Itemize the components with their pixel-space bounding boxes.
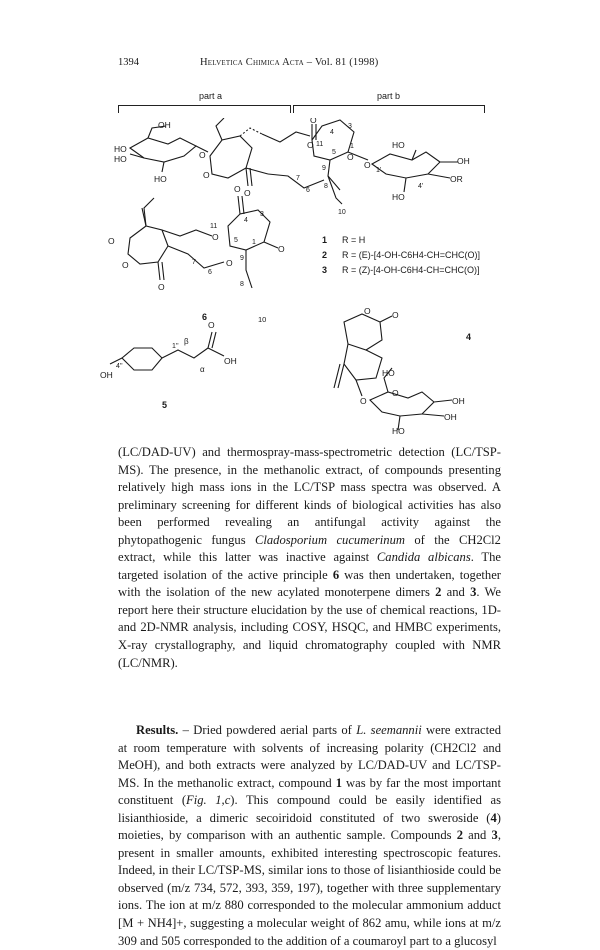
compound-6-ring-left	[128, 226, 168, 264]
atom-ho: HO	[382, 368, 395, 378]
part-a-label: part a	[199, 91, 223, 101]
compound-4-lactone	[344, 314, 382, 350]
compound-number: 3	[322, 265, 328, 275]
page-number: 1394	[118, 57, 139, 68]
locant: 4''	[116, 363, 123, 370]
r-group-2: R = (E)-[4-OH-C6H4-CH=CHC(O)]	[342, 250, 481, 260]
journal-name: Helvetica Chimica Acta	[200, 57, 304, 68]
compound-number: 6	[202, 312, 208, 322]
iridoid-ring-left	[210, 136, 252, 178]
atom-o: O	[364, 306, 371, 316]
atom-ho: HO	[114, 144, 127, 154]
locant: 10	[338, 209, 346, 216]
atom-o: O	[360, 396, 367, 406]
locant: 1	[252, 239, 256, 246]
compound-number: 1	[322, 235, 328, 245]
atom-ho: HO	[392, 140, 405, 150]
compound-ref: 2	[435, 585, 442, 600]
locant: 3	[348, 123, 352, 130]
atom-o: O	[310, 118, 317, 125]
atom-o: O	[208, 320, 215, 330]
locant: 7	[296, 175, 300, 182]
compound-ref: 4	[490, 810, 497, 825]
atom-oh: OH	[158, 120, 171, 130]
atom-o: O	[244, 188, 251, 198]
atom-o: O	[392, 310, 399, 320]
r-group-3: R = (Z)-[4-OH-C6H4-CH=CHC(O)]	[342, 265, 480, 275]
atom-ho: HO	[392, 192, 405, 202]
compound-number: 2	[322, 250, 328, 260]
compound-ref: 6	[332, 567, 340, 582]
paragraph-intro	[118, 444, 501, 672]
atom-oh: OH	[452, 396, 465, 406]
locant: 6	[208, 269, 212, 276]
text-run: of the CH2Cl2 extract, while this latter was inactive against	[118, 532, 501, 565]
atom-oh: OH	[457, 156, 470, 166]
journal-separator: –	[306, 57, 313, 68]
compound-number: 4	[466, 332, 472, 342]
glucose-ring-left	[130, 138, 196, 162]
compound-ref: 3	[491, 828, 498, 843]
atom-ho: HO	[392, 426, 405, 436]
compound-ref: 3	[470, 585, 477, 600]
species-name: L. seemannii	[356, 723, 422, 737]
locant: 1''	[172, 343, 179, 350]
locant: 8	[240, 281, 244, 288]
locant: α	[200, 365, 205, 374]
text-run: (LC/DAD-UV) and thermospray-mass-spectrometric detection (LC/TSP-MS). The presence, in the methanolic extract, of compounds presenting relatively high mass ions in the LC/TSP mass spectra was observed. A preliminary screening for different kinds of biological activities has also been performed revealing an antifungal activity against the phytopathogenic fungus	[118, 445, 501, 547]
atom-o: O	[278, 244, 285, 254]
locant: 3	[260, 211, 264, 218]
text-run: Dried powdered aerial parts of	[193, 723, 357, 737]
journal-line	[200, 57, 378, 68]
locant: 5	[234, 237, 238, 244]
scheme-part-labels	[0, 91, 600, 121]
text-run: and	[441, 585, 471, 600]
running-header	[118, 57, 538, 73]
atom-oh: OH	[444, 412, 457, 422]
atom-o: O	[226, 258, 233, 268]
atom-o: O	[108, 236, 115, 246]
text-run: . The targeted isolation of the active principle	[118, 550, 501, 582]
atom-ho: HO	[114, 154, 127, 164]
locant: 11	[316, 141, 324, 148]
locant: 4	[330, 129, 334, 136]
structure-scheme	[100, 118, 500, 438]
text-run: –	[178, 723, 194, 737]
compound-number: 5	[162, 400, 168, 410]
r-group-1: R = H	[342, 235, 366, 245]
text-run: and	[463, 828, 492, 843]
locant: 6	[306, 187, 310, 194]
locant: 5	[332, 149, 336, 156]
atom-o: O	[364, 160, 371, 170]
text-run: ). This compound could be easily identified as lisianthioside, a dimeric secoiridoid constituted of two sweroside (	[118, 793, 501, 825]
locant: 10	[258, 315, 267, 324]
atom-o: O	[212, 232, 219, 242]
atom-oh: OH	[100, 370, 113, 380]
species-name: Candida albicans	[376, 550, 471, 565]
locant: 9	[240, 255, 244, 262]
locant: β	[184, 337, 189, 346]
section-heading: Results.	[136, 723, 179, 737]
atom-o: O	[122, 260, 129, 270]
figure-ref: Fig. 1,c	[186, 793, 231, 808]
atom-o: O	[307, 140, 314, 150]
text-run: , present in smaller amounts, exhibited interesting spectroscopic features. Indeed, in their LC/TSP-MS, similar ions to those of lisianthioside could be observed (m/z 734, 572, 393, 359, 197), together with three supplementary ions. The ion at m/z 880 corresponded to the molecular ammonium adduct [M + NH4]+, suggesting a molecular weight of 862 amu, while ions at m/z 309 and 505 corresponded to the addition of a coumaroyl part to a glucosyl	[118, 828, 501, 948]
atom-o: O	[347, 152, 354, 162]
compound-ref: 1	[335, 775, 343, 790]
locant: 1	[350, 143, 354, 150]
atom-o: O	[203, 170, 210, 180]
atom-or: OR	[450, 174, 463, 184]
compound-5-ring	[122, 348, 162, 370]
locant: 4'	[418, 183, 424, 190]
text-run: were extracted at room temperature with solvents of increasing polarity (CH2Cl2 and MeOH), and both extracts were analyzed by LC/DAD-UV and LC/TSP-MS. In the methanolic extract, compound	[118, 723, 501, 790]
text-run: ) moieties, by comparison with an authentic sample. Compounds	[118, 810, 501, 843]
atom-o: O	[199, 150, 206, 160]
text-run: was by far the most important constituent (	[118, 775, 501, 808]
locant: 9	[322, 165, 326, 172]
atom-o: O	[234, 184, 241, 194]
part-brackets	[0, 91, 600, 121]
journal-volume: Vol. 81 (1998)	[314, 57, 379, 68]
locant: 8	[324, 183, 328, 190]
species-name: Cladosporium cucumerinum	[254, 532, 405, 547]
locant: 4	[244, 217, 248, 224]
locant: 11	[210, 223, 218, 230]
locant: 7	[192, 259, 196, 266]
atom-o: O	[392, 388, 399, 398]
text-run: . We report here their structure elucidation by the use of chemical reactions, 1D- and 2D-NMR analysis, including COSY, HSQC, and HMBC experiments, X-ray crystallography, and liquid chromatography coupled with NMR (LC/NMR).	[118, 585, 501, 670]
paragraph-results	[118, 722, 501, 950]
atom-ho: HO	[154, 174, 167, 184]
part-b-label: part b	[377, 91, 401, 101]
atom-oh: OH	[224, 356, 237, 366]
compound-ref: 2	[456, 828, 463, 843]
compound-4-glucose	[370, 392, 434, 416]
text-run: was then undertaken, together with the isolation of the new acylated monoterpene dimers	[118, 567, 502, 600]
locant: 1'	[376, 167, 382, 174]
atom-o: O	[158, 282, 165, 292]
